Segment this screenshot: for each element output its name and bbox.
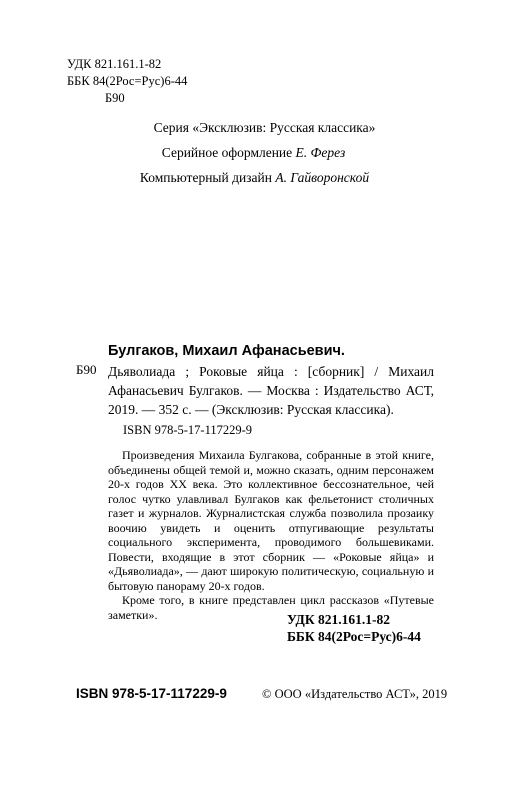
- bbk-code-bold: ББК 84(2Рос=Рус)6-44: [287, 629, 421, 644]
- catalog-author-heading: Булгаков, Михаил Афанасьевич.: [108, 343, 345, 359]
- catalog-author-mark: Б90: [76, 362, 97, 377]
- author-mark: Б90: [105, 91, 125, 105]
- series-design-label: Серийное оформление: [161, 145, 296, 160]
- series-design-credit: [0, 140, 505, 165]
- annotation: [108, 448, 434, 622]
- bbk-code: ББК 84(2Рос=Рус)6-44: [67, 74, 188, 88]
- series-title: Серия «Эксклюзив: Русская классика»: [153, 120, 376, 135]
- computer-design-label: Компьютерный дизайн: [139, 170, 276, 185]
- annotation-paragraph: Кроме того, в книге представлен цикл рассказов «Путевые заметки».: [108, 593, 434, 622]
- annotation-paragraph: Произведения Михаила Булгакова, собранные в этой книге, объединены общей темой и, можно сказать, одним персонажем 20-х годов XX века. Это коллективное бессознательное, чей голос чутко улавливал Булгаков как фельетонист столичных газет и журналов. Журналистская служба позволила прозаику воочию увидеть и оценить отпугивающие результаты социального эксперимента, проводимого большевиками. Повести, входящие в этот сборник — «Роковые яйца» и «Дьяволиада», — дают широкую политическую, социальную и бытовую панораму 20-х годов.: [108, 448, 434, 593]
- bibliographic-description: Дьяволиада ; Роковые яйца : [сборник] / Михаил Афанасьевич Булгаков. — Москва : Издательство АСТ, 2019. — 352 с. — (Эксклюзив: Русская классика).: [108, 364, 434, 417]
- series-designer-name: Е. Ферез: [295, 145, 346, 160]
- top-classification-block: [67, 56, 187, 107]
- copyright-notice: © ООО «Издательство АСТ», 2019: [262, 687, 448, 701]
- udk-code: УДК 821.161.1-82: [67, 57, 162, 71]
- computer-designer-name: А. Гайворонской: [275, 170, 370, 185]
- computer-design-credit: [0, 165, 505, 190]
- catalog-isbn: ISBN 978-5-17-117229-9: [123, 423, 253, 437]
- series-credits: [0, 115, 505, 190]
- footer-isbn: ISBN 978-5-17-117229-9: [76, 686, 227, 701]
- bottom-classification-block: [287, 611, 421, 645]
- udk-code-bold: УДК 821.161.1-82: [287, 612, 390, 627]
